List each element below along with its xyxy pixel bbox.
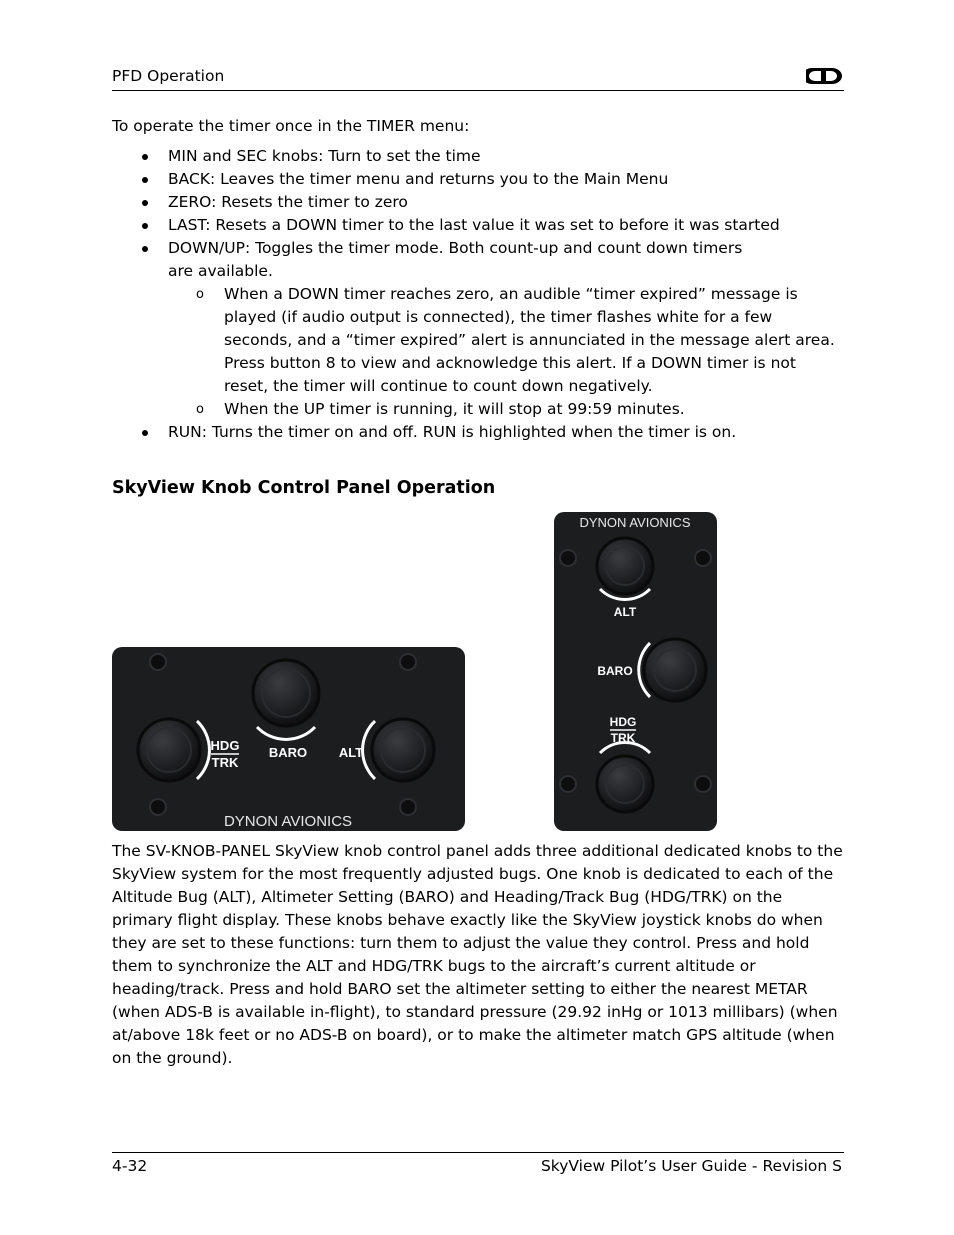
bullet-icon [142, 430, 148, 436]
list-item: o When a DOWN timer reaches zero, an audible “timer expired” message is played (if audio output is connected), the timer flashes white for a few seconds, and a “timer expired” alert is annunciated in the message alert area. Press button 8 to view and acknowledge this alert. If a DOWN timer is not reset, the timer will continue to count down negatively. [196, 285, 835, 395]
baro-label: BARO [597, 664, 633, 678]
body-paragraph: The SV-KNOB-PANEL SkyView knob control panel adds three additional dedicated knobs to the SkyView system for the most frequently adjusted bugs. One knob is dedicated to each of the Altitude Bug (ALT), Altimeter Setting (BARO) and Heading/Track Bug (HDG/TRK) on the primary flight display. These knobs behave exactly like the SkyView joystick knobs do when they are set to these functions: turn them to adjust the value they control. Press and hold them to synchronize the ALT and HDG/TRK bugs to the aircraft’s current altitude or heading/track. Press and hold BARO set the altimeter setting to either the nearest METAR (when ADS-B is available in-flight), to standard pressure (29.92 inHg or 1013 millibars) (when at/above 18k feet or no ADS-B on board), or to make the altimeter match GPS altitude (when on the ground). [112, 842, 843, 1067]
header-title: PFD Operation [112, 67, 225, 85]
list-item: BACK: Leaves the timer menu and returns you to the Main Menu [112, 168, 842, 191]
trk-label: TRK [211, 755, 239, 770]
alt-knob-icon [372, 719, 434, 781]
list-item: RUN: Turns the timer on and off. RUN is highlighted when the timer is on. [112, 421, 842, 444]
brand-label: DYNON AVIONICS [223, 813, 353, 830]
intro-text: To operate the timer once in the TIMER menu: [112, 117, 470, 135]
bullet-icon [142, 246, 148, 252]
baro-knob-icon [253, 660, 319, 726]
bullet-icon [142, 177, 148, 183]
bullet-icon [142, 223, 148, 229]
timer-bullet-list [112, 145, 842, 444]
alt-knob-icon [597, 538, 653, 594]
timer-sub-list [168, 283, 835, 421]
bullet-icon [142, 200, 148, 206]
knob-panel-horizontal-image [112, 647, 465, 831]
baro-knob-icon [644, 639, 706, 701]
knob-panel-vertical-image [554, 512, 717, 831]
baro-label: BARO [268, 745, 308, 760]
header-rule [112, 90, 844, 91]
list-item: DOWN/UP: Toggles the timer mode. Both count-up and count down timers are available. o When a DOWN timer reaches zero, an audible “timer expired” message is played (if audio output is connected), the timer flashes white for a few seconds, and a “timer expired” alert is annunciated in the message alert area. Press button 8 to view and acknowledge this alert. If a DOWN timer is not reset, the timer will continue to count down negatively. o When the UP timer is running, it will stop at 99:59 minutes. [112, 237, 842, 421]
footer-rule [112, 1152, 844, 1153]
knob-panel-horizontal-drawing [112, 647, 465, 831]
list-item: LAST: Resets a DOWN timer to the last value it was set to before it was started [112, 214, 842, 237]
alt-label: ALT [613, 605, 637, 619]
trk-label: TRK [610, 731, 636, 745]
knob-panel-vertical-drawing [554, 512, 717, 831]
hdg-label: HDG [210, 738, 240, 753]
baro-arc-icon [257, 727, 315, 739]
alt-label: ALT [338, 745, 364, 760]
list-item: ZERO: Resets the timer to zero [112, 191, 842, 214]
page-number: 4-32 [112, 1157, 148, 1175]
circle-bullet-icon: o [196, 402, 204, 417]
section-title: SkyView Knob Control Panel Operation [112, 478, 496, 498]
list-item: o When the UP timer is running, it will stop at 99:59 minutes. [168, 398, 772, 421]
circle-bullet-icon: o [196, 287, 204, 302]
guide-title: SkyView Pilot’s User Guide - Revision S [540, 1157, 842, 1175]
bullet-icon [142, 154, 148, 160]
hdg-label: HDG [609, 715, 637, 729]
hdg-knob-icon [138, 719, 200, 781]
brand-label: DYNON AVIONICS [579, 515, 691, 530]
list-item: MIN and SEC knobs: Turn to set the time [112, 145, 842, 168]
hdg-knob-icon [597, 756, 653, 812]
dynon-logo-icon [806, 66, 844, 86]
